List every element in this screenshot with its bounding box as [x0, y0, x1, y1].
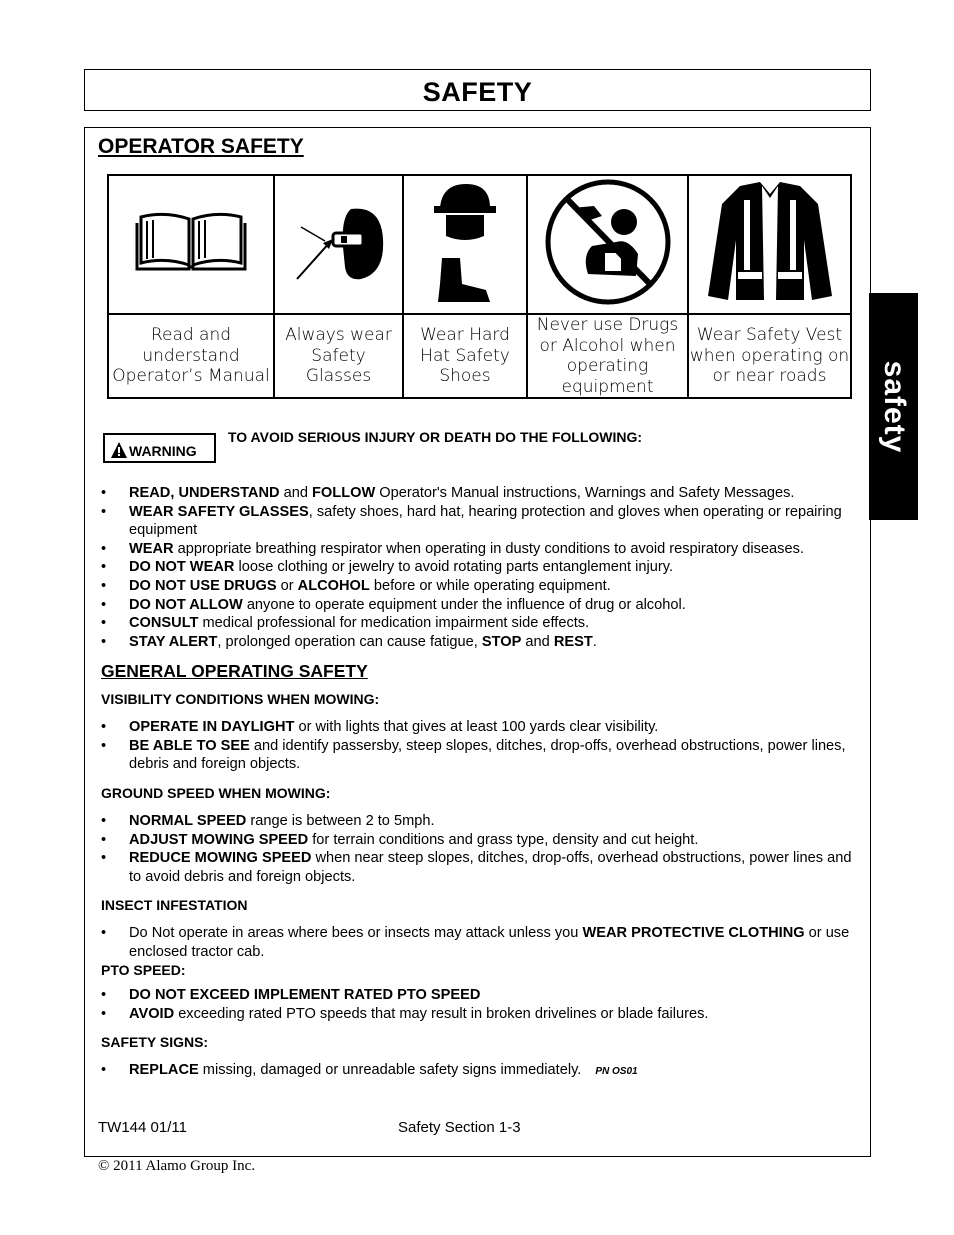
speed-bullet-list [101, 812, 853, 886]
caption-glasses: Always wear Safety Glasses [274, 314, 403, 398]
caption-vest: Wear Safety Vest when operating on or near roads [688, 314, 851, 398]
caption-manual: Read and understand Operator’s Manual [108, 314, 274, 398]
bullet-item: • NORMAL SPEED range is between 2 to 5mph. [101, 812, 853, 831]
warning-badge [103, 433, 216, 463]
footer-section: Safety Section 1-3 [398, 1119, 521, 1136]
no-drugs-cell [527, 175, 688, 314]
bullet-item: • WEAR SAFETY GLASSES, safety shoes, hard hat, hearing protection and gloves when operating or repairing equipment [101, 503, 853, 540]
no-drugs-alcohol-icon [542, 176, 674, 308]
visibility-heading: VISIBILITY CONDITIONS WHEN MOWING: [101, 691, 380, 707]
caption-no-drugs: Never use Drugs or Alcohol when operating equipment [527, 314, 688, 398]
insect-heading: INSECT INFESTATION [101, 897, 248, 913]
bullet-item: • WEAR appropriate breathing respirator when operating in dusty conditions to avoid respiratory diseases. [101, 540, 853, 559]
bullet-item: • DO NOT EXCEED IMPLEMENT RATED PTO SPEED [101, 986, 853, 1005]
visibility-bullet-list [101, 718, 853, 774]
footer-doc-id: TW144 01/11 [98, 1119, 187, 1136]
bullet-item: • REPLACE missing, damaged or unreadable safety signs immediately. PN OS01 [101, 1061, 853, 1082]
bullet-item: • READ, UNDERSTAND and FOLLOW Operator's Manual instructions, Warnings and Safety Messages. [101, 484, 853, 503]
pto-bullet-list [101, 986, 853, 1023]
safety-glasses-icon [289, 197, 389, 287]
manual-book-icon [133, 209, 249, 275]
safety-icon-table [107, 174, 852, 399]
page-header-box [84, 69, 871, 111]
bullet-item: • REDUCE MOWING SPEED when near steep slopes, ditches, drop-offs, overhead obstructions, power lines and to avoid debris and foreign objects. [101, 849, 853, 886]
glasses-cell [274, 175, 403, 314]
bullet-item: • ADJUST MOWING SPEED for terrain conditions and grass type, density and cut height. [101, 831, 853, 850]
bullet-item: • DO NOT USE DRUGS or ALCOHOL before or while operating equipment. [101, 577, 853, 596]
warning-badge-label: WARNING [129, 443, 197, 459]
bullet-item: • CONSULT medical professional for medication impairment side effects. [101, 614, 853, 633]
bullet-item: • AVOID exceeding rated PTO speeds that may result in broken drivelines or blade failures. [101, 1005, 853, 1024]
bullet-item: • DO NOT ALLOW anyone to operate equipment under the influence of drug or alcohol. [101, 596, 853, 615]
bullet-item: • STAY ALERT, prolonged operation can cause fatigue, STOP and REST. [101, 633, 853, 652]
bullet-item: • Do Not operate in areas where bees or insects may attack unless you WEAR PROTECTIVE CLOTHING or use enclosed tractor cab. [101, 924, 853, 961]
safety-signs-heading: SAFETY SIGNS: [101, 1034, 209, 1050]
part-number-tag: PN OS01 [595, 1066, 638, 1077]
hardhat-boot-icon [430, 180, 500, 304]
warning-message: TO AVOID SERIOUS INJURY OR DEATH DO THE FOLLOWING: [228, 429, 643, 445]
bullet-item: • OPERATE IN DAYLIGHT or with lights that gives at least 100 yards clear visibility. [101, 718, 853, 737]
caption-hardhat: Wear Hard Hat Safety Shoes [403, 314, 527, 398]
pto-heading: PTO SPEED: [101, 962, 186, 978]
copyright: © 2011 Alamo Group Inc. [98, 1158, 256, 1174]
bullet-item: • BE ABLE TO SEE and identify passersby, steep slopes, ditches, drop-offs, overhead obstructions, power lines, debris and foreign objects. [101, 737, 853, 774]
hardhat-cell [403, 175, 527, 314]
operator-safety-heading: OPERATOR SAFETY [98, 135, 304, 158]
section-side-tab [869, 293, 918, 520]
page-title: SAFETY [422, 77, 533, 107]
safety-vest-icon [700, 180, 840, 304]
ground-speed-heading: GROUND SPEED WHEN MOWING: [101, 785, 331, 801]
insect-bullet-list [101, 924, 853, 961]
operator-bullet-list [101, 484, 853, 651]
side-tab-label: safety [877, 360, 911, 453]
vest-cell [688, 175, 851, 314]
manual-cell [108, 175, 274, 314]
bullet-item: • DO NOT WEAR loose clothing or jewelry to avoid rotating parts entanglement injury. [101, 558, 853, 577]
general-safety-heading: GENERAL OPERATING SAFETY [101, 661, 368, 681]
signs-bullet-list [101, 1061, 853, 1082]
